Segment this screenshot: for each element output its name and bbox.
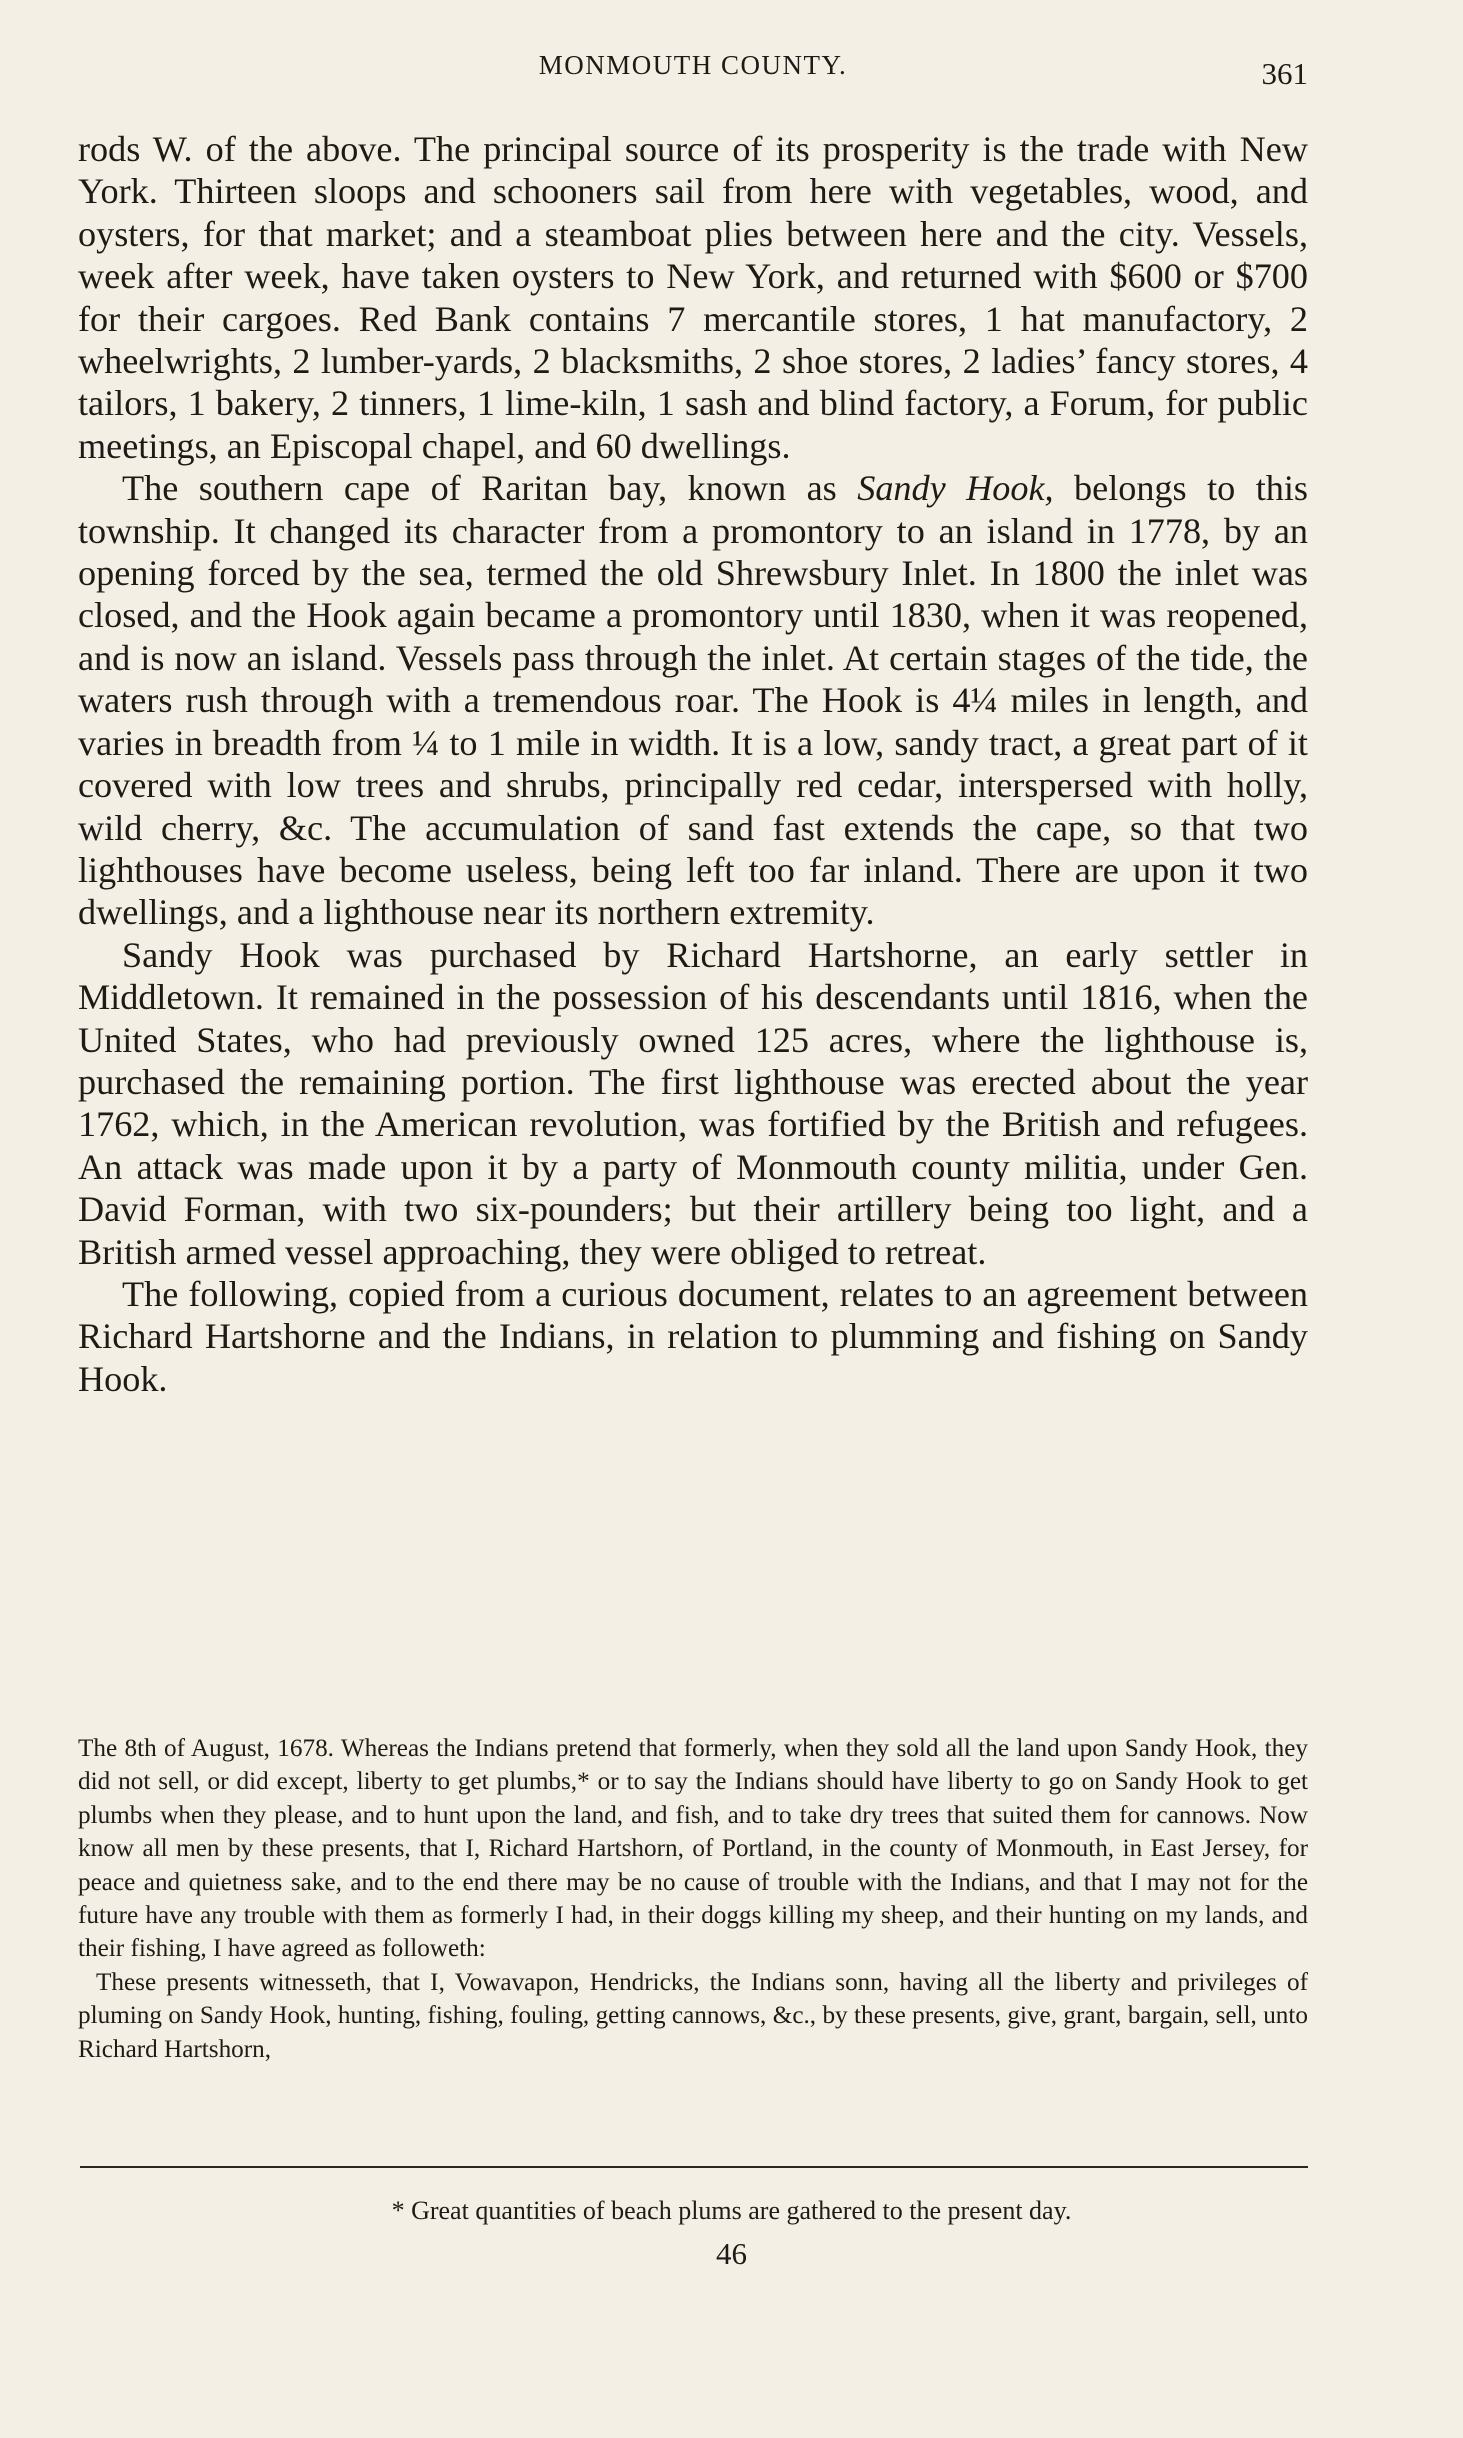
quote-paragraph: The 8th of August, 1678. Whereas the Indians pretend that formerly, when they sold all the land upon Sandy Hook, they did not sell, or did except, liberty to get plumbs,* or to say the Indians should have liberty to go on Sandy Hook to get plumbs when they please, and to hunt upon the land, and fish, and to take dry trees that suited them for cannows. Now know all men by these presents, that I, Richard Hartshorn, of Portland, in the county of Monmouth, in East Jersey, for peace and quietness sake, and to the end there may be no cause of trouble with the Indians, and that I may not for the future have any trouble with them as formerly I had, in their doggs killing my sheep, and their hunting on my lands, and their fishing, I have agreed as followeth: [78, 1735, 1308, 1963]
quote-paragraph: These presents witnesseth, that I, Vowavapon, Hendricks, the Indians sonn, having all the liberty and privileges of pluming on Sandy Hook, hunting, fishing, fouling, getting cannows, &c., by these presents, give, grant, bargain, sell, unto Richard Hartshorn, [78, 1968, 1308, 2063]
paragraph-document-intro: The following, copied from a curious document, relates to an agreement between Richard Hartshorne and the Indians, in relation to plumming and fishing on Sandy Hook. [78, 1273, 1308, 1399]
running-title: MONMOUTH COUNTY. [538, 50, 848, 80]
page-number: 361 [1261, 56, 1308, 91]
italic-place-name: Sandy Hook, [857, 468, 1054, 509]
paragraph-red-bank: rods W. of the above. The principal source of its prosperity is the trade with New York. Thirteen sloops and schooners sail from here with vegetables, wood, and oysters, for that market; and a steamboat plies between here and the city. Vessels, week after week, have taken oysters to New York, and returned with $600 or $700 for their cargoes. Red Bank contains 7 mercantile stores, 1 hat manufactory, 2 wheelwrights, 2 lumber-yards, 2 blacksmiths, 2 shoe stores, 2 ladies’ fancy stores, 4 tailors, 1 bakery, 2 tinners, 1 lime-kiln, 1 sash and blind factory, a Forum, for public meetings, an Episcopal chapel, and 60 dwellings. [78, 129, 1308, 466]
paragraph-sandy-hook [78, 467, 1308, 933]
footnote: * Great quantities of beach plums are gathered to the present day. [391, 2196, 1072, 2225]
paragraph-hartshorne: Sandy Hook was purchased by Richard Hartshorne, an early settler in Middletown. It remained in the possession of his descendants until 1816, when the United States, who had previously owned 125 acres, where the lighthouse is, purchased the remaining portion. The first lighthouse was erected about the year 1762, which, in the American revolution, was fortified by the British and refugees. An attack was made upon it by a party of Monmouth county militia, under Gen. David Forman, with two six-pounders; but their artillery being too light, and a British armed vessel approaching, they were obliged to retreat. [78, 934, 1308, 1272]
running-head [78, 50, 1308, 94]
quoted-document [78, 1732, 1308, 2066]
footnote-rule [80, 2166, 1308, 2168]
paragraph-text: The southern cape of Raritan bay, known as [122, 468, 858, 509]
body-text [78, 128, 1308, 1400]
signature-mark: 46 [716, 2236, 747, 2271]
paragraph-text: belongs to this township. It changed its character from a promontory to an island in 1778, by an opening forced by the sea, termed the old Shrewsbury Inlet. In 1800 the inlet was closed, and the Hook again became a promontory until 1830, when it was reopened, and is now an island. Vessels pass through the inlet. At certain stages of the tide, the waters rush through with a tremendous roar. The Hook is 4¼ miles in length, and varies in breadth from ¼ to 1 mile in width. It is a low, sandy tract, a great part of it covered with low trees and shrubs, principally red cedar, interspersed with holly, wild cherry, &c. The accumulation of sand fast extends the cape, so that two lighthouses have become useless, being left too far inland. There are upon it two dwellings, and a lighthouse near its northern extremity. [78, 468, 1308, 933]
